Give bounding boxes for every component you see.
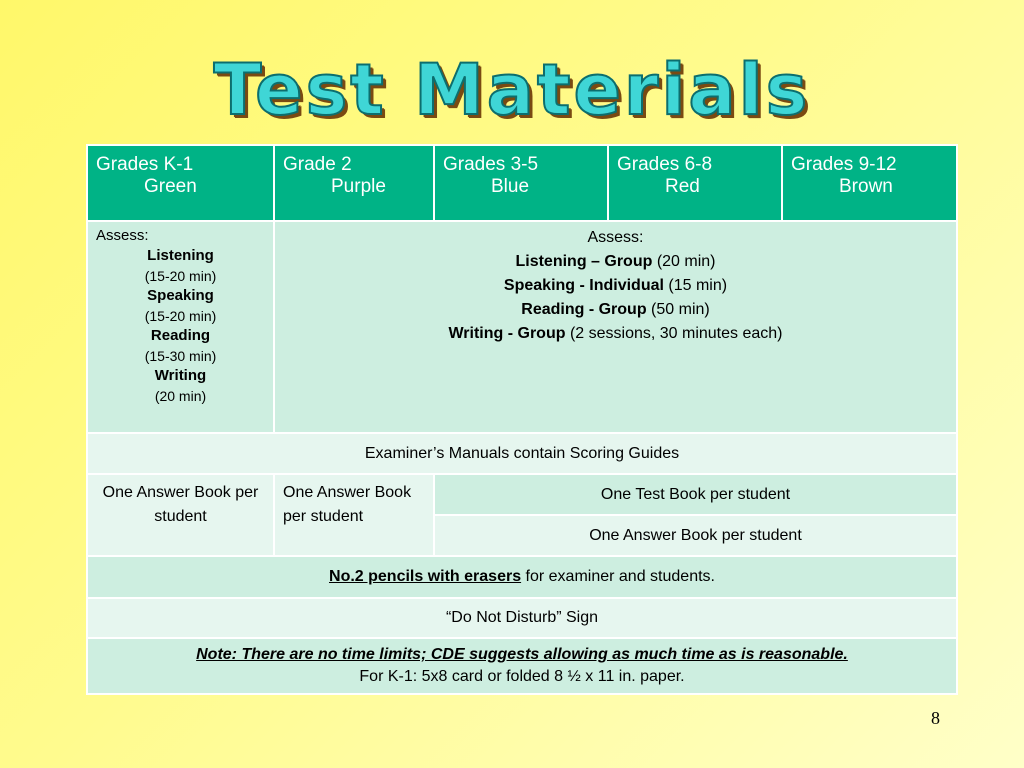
test-book-cell: One Test Book per student [434,474,957,515]
manuals-row [87,433,957,474]
answer-book-upper-cell: One Answer Book per student [434,515,957,556]
header-grades-k1: Grades K-1 Green [87,145,274,221]
assess-row [87,221,957,433]
note-row [87,638,957,694]
header-grades-6-8: Grades 6-8 Red [608,145,782,221]
page-number: 8 [931,708,940,728]
assess-k1-cell: Assess: Listening (15-20 min) Speaking (15-20 min) Reading (15-30 min) Writing (20 min) [87,221,274,433]
pencils-cell: No.2 pencils with erasers for examiner and students. [87,556,957,598]
materials-table [86,144,958,695]
header-grades-3-5: Grades 3-5 Blue [434,145,608,221]
answer-book-k1-cell: One Answer Book per student [87,474,274,556]
slide-title: Test Materials [213,49,811,131]
sign-row [87,598,957,638]
sign-cell: “Do Not Disturb” Sign [87,598,957,638]
assess-other-cell: Assess: Listening – Group (20 min) Speaking - Individual (15 min) Reading - Group (50 min) Writing - Group (2 sessions, 30 minutes each) [274,221,957,433]
manuals-cell: Examiner’s Manuals contain Scoring Guides [87,433,957,474]
answer-book-g2-cell: One Answer Book per student [274,474,434,556]
note-cell: Note: There are no time limits; CDE suggests allowing as much time as is reasonable. For K-1: 5x8 card or folded 8 ½ x 11 in. paper. [87,638,957,694]
header-row [87,145,957,221]
books-row-1 [87,474,957,515]
header-grades-9-12: Grades 9-12 Brown [782,145,957,221]
header-grade-2: Grade 2 Purple [274,145,434,221]
pencils-row [87,556,957,598]
